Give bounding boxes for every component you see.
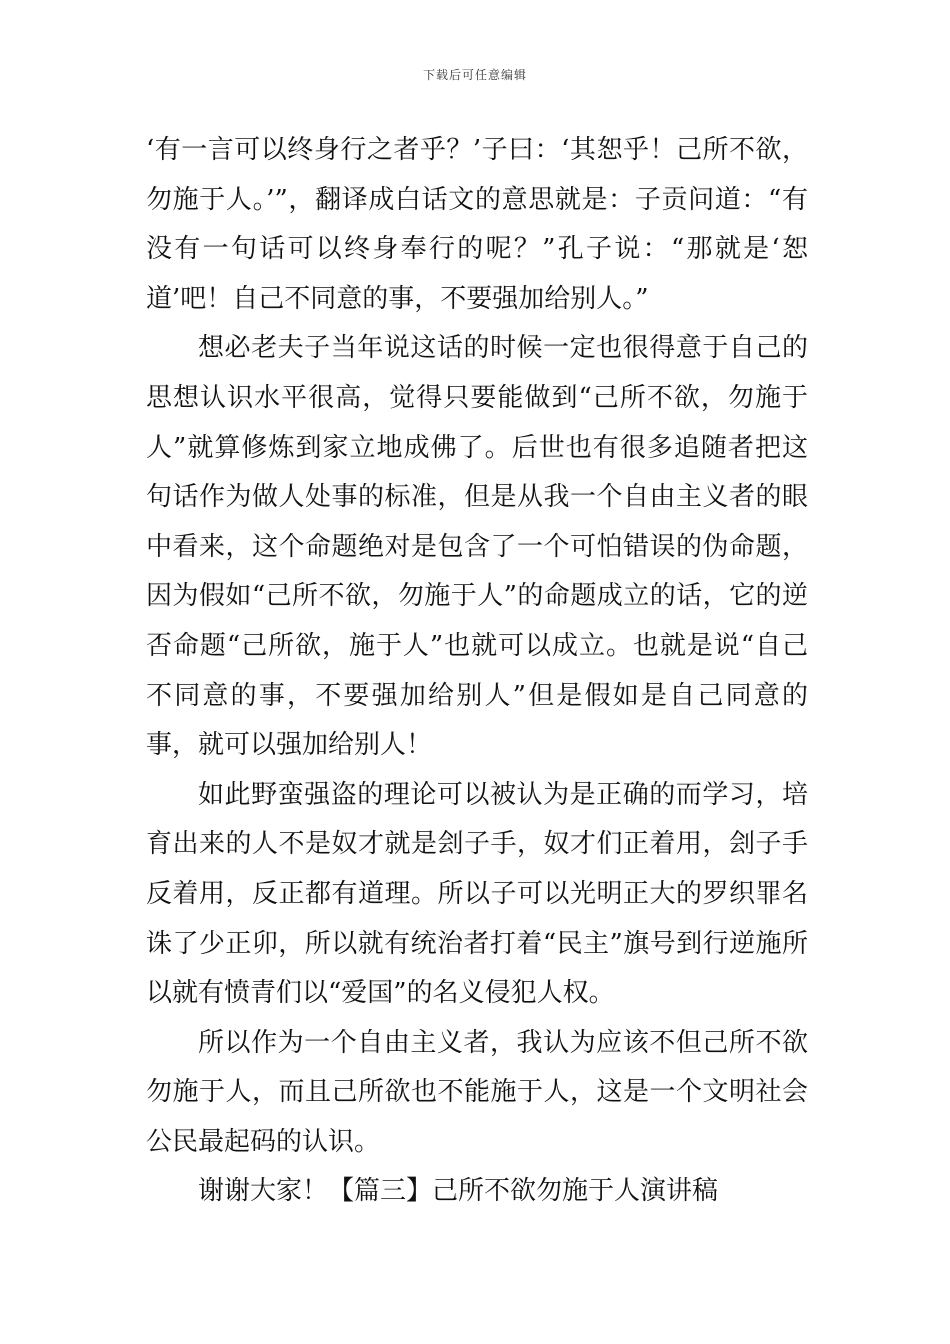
paragraph-4: 所以作为一个自由主义者，我认为应该不但己所不欲勿施于人，而且己所欲也不能施于人，这是一个文明社会公民最起码的认识。	[146, 1027, 808, 1157]
paragraph-1: ‘有一言可以终身行之者乎？’子曰：‘其恕乎！己所不欲，勿施于人。’”，翻译成白话文的意思就是：子贡问道：“有没有一句话可以终身奉行的呢？”孔子说：“那就是‘恕道’吧！自己不同意的事，不要强加给别人。”	[146, 135, 808, 314]
document-body	[146, 126, 808, 1217]
paragraph-5: 谢谢大家！【篇三】己所不欲勿施于人演讲稿	[198, 1176, 719, 1207]
paragraph-3: 如此野蛮强盗的理论可以被认为是正确的而学习，培育出来的人不是奴才就是刽子手，奴才们正着用，刽子手反着用，反正都有道理。所以子可以光明正大的罗织罪名诛了少正卯，所以就有统治者打着“民主”旗号到行逆施所以就有愤青们以“爱国”的名义侵犯人权。	[146, 779, 808, 1009]
page-header: 下载后可任意编辑	[422, 68, 527, 82]
paragraph-2: 想必老夫子当年说这话的时候一定也很得意于自己的思想认识水平很高，觉得只要能做到“己所不欲，勿施于人”就算修炼到家立地成佛了。后世也有很多追随者把这句话作为做人处事的标准，但是从我一个自由主义者的眼中看来，这个命题绝对是包含了一个可怕错误的伪命题，因为假如“己所不欲，勿施于人”的命题成立的话，它的逆否命题“己所欲，施于人”也就可以成立。也就是说“自己不同意的事，不要强加给别人”但是假如是自己同意的事，就可以强加给别人！	[146, 333, 808, 761]
